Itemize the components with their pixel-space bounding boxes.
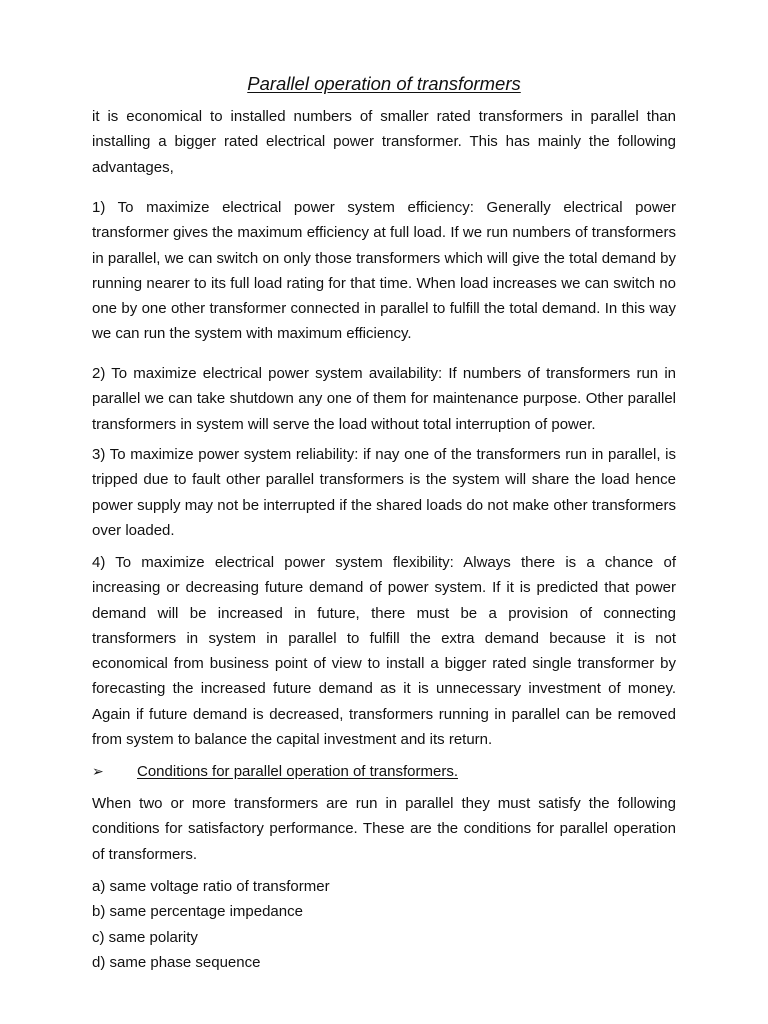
list-item: b) same percentage impedance <box>92 903 303 921</box>
intro-paragraph: it is economical to installed numbers of smaller rated transformers in parallel than installing a bigger rated electrical power transformer. This has mainly the following advantages, <box>92 108 676 176</box>
list-item: c) same polarity <box>92 928 198 946</box>
advantage-flexibility-paragraph: 4) To maximize electrical power system flexibility: Always there is a chance of increasing or decreasing future demand of power system. If it is predicted that power demand will be increased in future, there must be a provision of connecting transformers in system in parallel to fulfill the extra demand because it is not economical from business point of view to install a bigger rated single transformer by forecasting the increased future demand as it is unnecessary investment of money. Again if future demand is decreased, transformers running in parallel can be removed from system to balance the capital investment and its return. <box>92 554 676 749</box>
list-item: a) same voltage ratio of transformer <box>92 878 330 895</box>
advantage-reliability-paragraph: 3) To maximize power system reliability: if nay one of the transformers run in parallel, is tripped due to fault other parallel transformers is the system will share the load hence power supply may not be interrupted if the shared loads do not make other transformers over loaded. <box>92 446 676 539</box>
advantage-availability-paragraph: 2) To maximize electrical power system availability: If numbers of transformers run in parallel we can take shutdown any one of them for maintenance purpose. Other parallel transformers in system will serve the load without total interruption of power. <box>92 365 676 433</box>
list-item: d) same phase sequence <box>92 953 261 971</box>
arrow-bullet-icon: ➢ <box>92 763 104 779</box>
conditions-intro-paragraph: When two or more transformers are run in parallel they must satisfy the following conditions for satisfactory performance. These are the conditions for parallel operation of transformers. <box>92 795 676 863</box>
conditions-heading: Conditions for parallel operation of transformers. <box>137 763 458 780</box>
document-title: Parallel operation of transformers <box>247 73 521 94</box>
conditions-list <box>92 874 676 975</box>
advantage-efficiency-paragraph: 1) To maximize electrical power system efficiency: Generally electrical power transformer gives the maximum efficiency at full load. If we run numbers of transformers in parallel, we can switch on only those transformers which will give the total demand by running nearer to its full load rating for that time. When load increases we can switch no one by one other transformer connected in parallel to fulfill the total demand. In this way we can run the system with maximum efficiency. <box>92 199 676 343</box>
